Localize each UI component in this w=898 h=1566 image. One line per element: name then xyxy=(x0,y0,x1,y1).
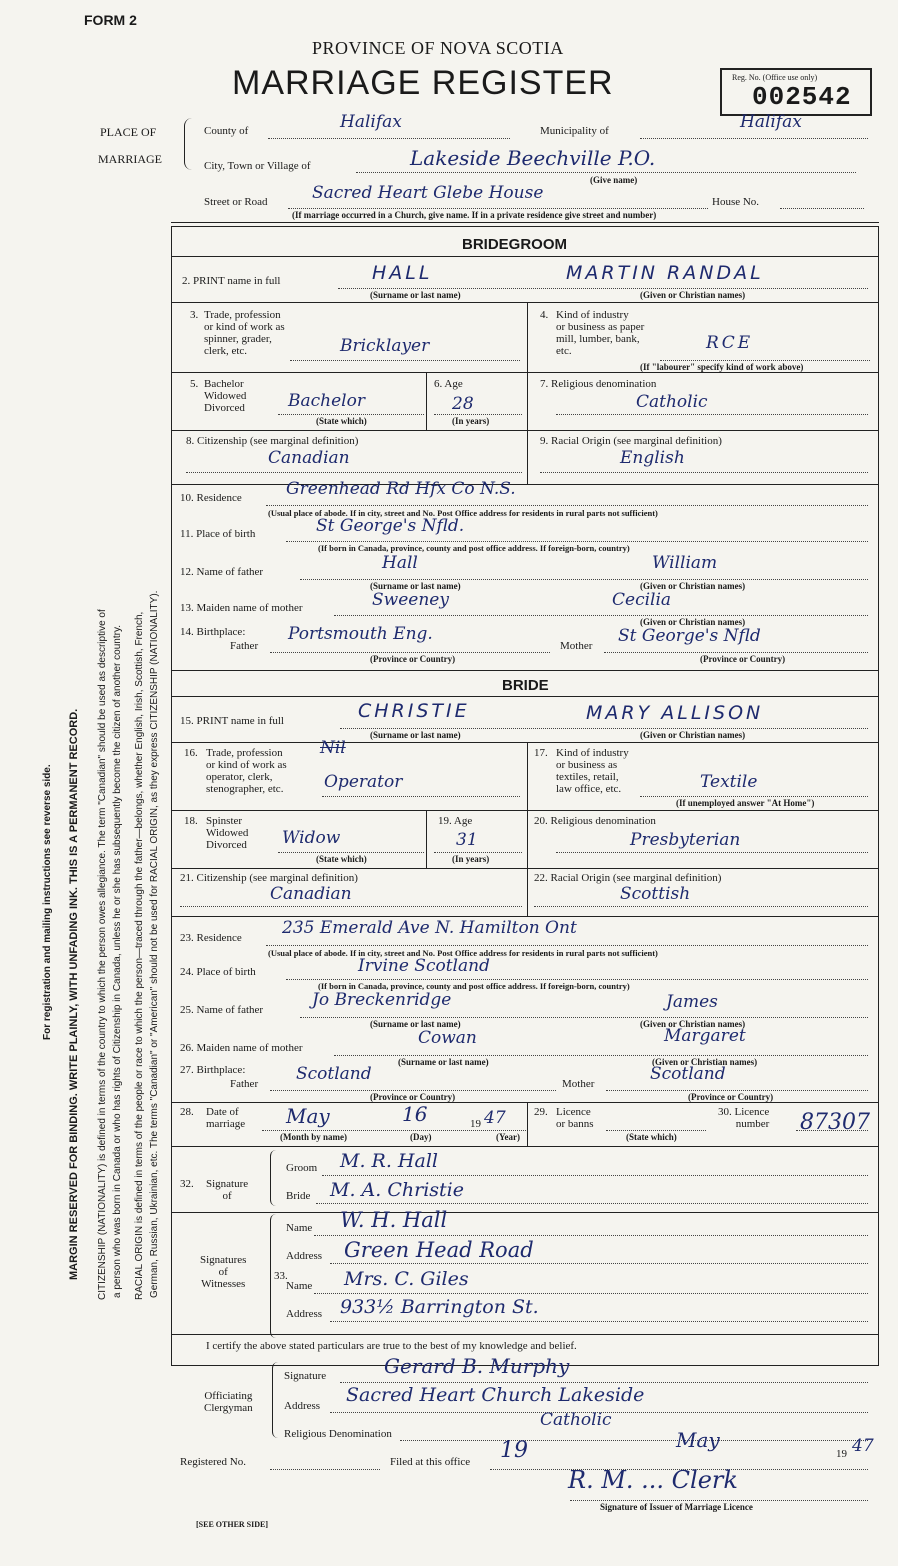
q33-number: 33. xyxy=(274,1270,288,1282)
q23-caption: (Usual place of abode. If in city, street and No. Post Office address for residents in rural parts not sufficient) xyxy=(268,948,658,958)
q18-label: Spinster Widowed Divorced xyxy=(206,815,249,851)
bride-industry: Textile xyxy=(700,772,758,792)
q27-father-label: Father xyxy=(230,1078,259,1090)
clergy-denomination-line xyxy=(400,1440,868,1441)
q13-label: 13. Maiden name of mother xyxy=(180,602,303,614)
q27-label: 27. Birthplace: xyxy=(180,1064,246,1076)
groom-industry: RCE xyxy=(706,333,754,353)
house-no-line xyxy=(780,208,864,209)
bride-religion: Presbyterian xyxy=(630,830,741,850)
q28-year-caption: (Year) xyxy=(496,1132,520,1142)
groom-residence: Greenhead Rd Hfx Co N.S. xyxy=(286,479,516,499)
municipality-line xyxy=(640,138,868,139)
rule xyxy=(171,430,878,431)
marriage-month: May xyxy=(286,1104,330,1128)
bride-trade-struck: Nil xyxy=(320,738,346,758)
q5-line xyxy=(278,414,424,415)
q5-number: 5. xyxy=(190,378,199,390)
rule xyxy=(171,670,878,671)
groom-signature: M. R. Hall xyxy=(340,1150,438,1172)
bride-sig-label: Bride xyxy=(286,1190,311,1202)
groom-mother-birthplace: St George's Nfld xyxy=(618,626,761,646)
groom-religion: Catholic xyxy=(636,392,708,412)
bride-status: Widow xyxy=(282,828,341,848)
city-value: Lakeside Beechville P.O. xyxy=(410,146,656,170)
q15-given-caption: (Given or Christian names) xyxy=(640,730,746,740)
clergy-address-label: Address xyxy=(284,1400,321,1412)
rule xyxy=(171,256,878,257)
q27-mother-line xyxy=(606,1090,868,1091)
col-divider xyxy=(527,302,528,430)
q26-label: 26. Maiden name of mother xyxy=(180,1042,303,1054)
reg-number-label: Reg. No. (Office use only) xyxy=(732,73,818,82)
groom-father-birthplace: Portsmouth Eng. xyxy=(288,624,433,644)
q28-month-caption: (Month by name) xyxy=(280,1132,347,1142)
bridegroom-heading: BRIDEGROOM xyxy=(462,236,567,253)
clergy-denomination-label: Religious Denomination xyxy=(284,1428,392,1440)
rule xyxy=(171,868,878,869)
bride-father-surname: Jo Breckenridge xyxy=(312,990,452,1010)
q14-father-line xyxy=(270,652,550,653)
municipality-value: Halifax xyxy=(740,112,802,132)
rule xyxy=(171,916,878,917)
q23-label: 23. Residence xyxy=(180,932,242,944)
q27-caption-mother: (Province or Country) xyxy=(688,1092,774,1102)
col-divider xyxy=(527,742,528,810)
reg-number-box xyxy=(720,68,872,116)
q17-number: 17. xyxy=(534,747,548,759)
q12-label: 12. Name of father xyxy=(180,566,264,578)
rule xyxy=(171,1334,878,1335)
q20-line xyxy=(556,852,868,853)
frame-top-rule xyxy=(171,222,879,223)
q28-number: 28. xyxy=(180,1106,194,1118)
w1-address-label: Address xyxy=(286,1250,323,1262)
q30-label: 30. Licence number xyxy=(718,1106,770,1130)
q19-label: 19. Age xyxy=(438,815,473,827)
q18-line xyxy=(278,852,424,853)
q14-father-label: Father xyxy=(230,640,259,652)
clergy-label: Officiating Clergyman xyxy=(204,1390,253,1414)
municipality-label: Municipality of xyxy=(540,125,609,137)
groom-racial: English xyxy=(620,448,685,468)
q16-label: Trade, profession or kind of work as operator, clerk, stenographer, etc. xyxy=(206,747,287,795)
groom-given: MARTIN RANDAL xyxy=(566,262,764,284)
q27-caption-father: (Province or Country) xyxy=(370,1092,456,1102)
house-no-label: House No. xyxy=(712,196,760,208)
margin-instruction-6: German, Russian, Ukrainian, etc. The terms "Canadian" or "American" should not be used for RACIAL ORIGIN, as they express CITIZENSHIP (NATIONALITY). xyxy=(149,590,160,1298)
q29-number: 29. xyxy=(534,1106,548,1118)
city-line xyxy=(356,172,856,173)
bride-signature: M. A. Christie xyxy=(330,1179,464,1201)
q7-line xyxy=(556,414,868,415)
rule xyxy=(171,484,878,485)
clergy-address: Sacred Heart Church Lakeside xyxy=(346,1384,645,1406)
street-line xyxy=(288,208,708,209)
bride-sig-line xyxy=(316,1203,868,1204)
q29-line xyxy=(606,1130,706,1131)
w1-address-line xyxy=(330,1263,868,1264)
registered-label: Registered No. xyxy=(180,1456,246,1468)
q8-line xyxy=(186,472,522,473)
groom-father-surname: Hall xyxy=(382,553,418,573)
q14-caption-mother: (Province or Country) xyxy=(700,654,786,664)
bride-father-given: James xyxy=(666,992,718,1012)
clergy-brace xyxy=(272,1362,279,1438)
margin-instruction-3: CITIZENSHIP (NATIONALITY) is defined in terms of the country to which the person owes allegiance. The term "Canadian" should be used as descriptive of xyxy=(97,609,108,1300)
filed-year-prefix: 19 xyxy=(836,1448,847,1460)
margin-instruction-2: MARGIN RESERVED FOR BINDING. WRITE PLAINLY, WITH UNFADING INK. THIS IS A PERMANENT RECORD. xyxy=(68,708,80,1280)
reg-number: 002542 xyxy=(752,82,852,112)
q32-label: Signature of xyxy=(206,1178,249,1202)
q6-caption: (In years) xyxy=(452,416,490,426)
col-divider xyxy=(527,868,528,916)
q3-label: Trade, profession or kind of work as spinner, grader, clerk, etc. xyxy=(204,309,285,357)
rule xyxy=(171,372,878,373)
licence-number: 87307 xyxy=(800,1110,870,1135)
q10-caption: (Usual place of abode. If in city, street and No. Post Office address for residents in rural parts not sufficient) xyxy=(268,508,658,518)
bride-trade: Operator xyxy=(324,772,403,792)
rule xyxy=(171,696,878,697)
rule xyxy=(171,302,878,303)
q4-line xyxy=(660,360,870,361)
q10-line xyxy=(266,505,868,506)
marriage-day: 16 xyxy=(402,1102,428,1126)
rule xyxy=(171,1102,878,1103)
q11-label: 11. Place of birth xyxy=(180,528,256,540)
q26-caption-surname: (Surname or last name) xyxy=(398,1057,489,1067)
q13-line xyxy=(334,615,868,616)
rule xyxy=(171,1146,878,1147)
q16-line xyxy=(322,796,520,797)
w2-name-label: Name xyxy=(286,1280,313,1292)
q25-caption-surname: (Surname or last name) xyxy=(370,1019,461,1029)
place-of-label: PLACE OF xyxy=(100,125,157,139)
q6-line xyxy=(434,414,522,415)
groom-mother-surname: Sweeney xyxy=(372,590,449,610)
margin-instruction-5: RACIAL ORIGIN is defined in terms of the people or race to which the person—traced through the father—belongs, whether English, Irish, Scottish, French, xyxy=(134,611,145,1300)
margin-instruction-4: a person who was born in Canada or who has rights of Citizenship in Canada, unless he or she has subsequently become the citizen of another country. xyxy=(112,625,123,1298)
q9-line xyxy=(540,472,868,473)
q4-number: 4. xyxy=(540,309,549,321)
q24-caption: (If born in Canada, province, county and post office address. If foreign-born, country) xyxy=(318,981,630,991)
q15-line xyxy=(340,728,868,729)
bride-given: MARY ALLISON xyxy=(586,702,764,724)
q32-number: 32. xyxy=(180,1178,194,1190)
q18-number: 18. xyxy=(184,815,198,827)
q17-caption: (If unemployed answer "At Home") xyxy=(676,798,815,808)
clergy-signature: Gerard B. Murphy xyxy=(384,1354,570,1378)
q6-label: 6. Age xyxy=(434,378,463,390)
w2-name-line xyxy=(314,1293,868,1294)
bride-birthplace: Irvine Scotland xyxy=(358,956,490,976)
q2-label: 2. PRINT name in full xyxy=(182,275,281,287)
marriage-label: MARRIAGE xyxy=(98,152,163,166)
county-label: County of xyxy=(204,125,249,137)
witness-brace xyxy=(270,1214,277,1338)
w1-name-label: Name xyxy=(286,1222,313,1234)
q24-line xyxy=(286,979,868,980)
q27-father-line xyxy=(270,1090,556,1091)
w2-address-label: Address xyxy=(286,1308,323,1320)
q14-caption-father: (Province or Country) xyxy=(370,654,456,664)
issuer-signature: R. M. ... Clerk xyxy=(568,1466,738,1494)
street-value: Sacred Heart Glebe House xyxy=(312,183,544,203)
q11-line xyxy=(286,541,868,542)
q2-given-caption: (Given or Christian names) xyxy=(640,290,746,300)
street-label: Street or Road xyxy=(204,196,268,208)
q15-surname-caption: (Surname or last name) xyxy=(370,730,461,740)
q17-label: Kind of industry or business as textiles, retail, law office, etc. xyxy=(556,747,629,795)
groom-age: 28 xyxy=(452,394,474,414)
filed-label: Filed at this office xyxy=(390,1456,471,1468)
col-divider xyxy=(527,430,528,484)
county-line xyxy=(268,138,510,139)
col-divider xyxy=(426,372,427,430)
place-brace xyxy=(184,118,193,170)
q8-label: 8. Citizenship (see marginal definition) xyxy=(186,435,359,447)
col-divider xyxy=(527,1102,528,1146)
bride-surname: CHRISTIE xyxy=(358,700,470,722)
bride-racial: Scottish xyxy=(620,884,691,904)
q26-caption-given: (Given or Christian names) xyxy=(652,1057,758,1067)
w1-name-line xyxy=(314,1235,868,1236)
rule xyxy=(171,810,878,811)
filed-day: 19 xyxy=(500,1438,528,1463)
q7-label: 7. Religious denomination xyxy=(540,378,657,390)
q14-mother-line xyxy=(604,652,868,653)
q24-label: 24. Place of birth xyxy=(180,966,256,978)
clergy-signature-line xyxy=(340,1382,868,1383)
bride-mother-birthplace: Scotland xyxy=(650,1064,726,1084)
q28-day-caption: (Day) xyxy=(410,1132,432,1142)
filed-month: May xyxy=(676,1428,720,1452)
province-title: PROVINCE OF NOVA SCOTIA xyxy=(312,38,564,58)
witness1-address: Green Head Road xyxy=(344,1238,534,1262)
q25-line xyxy=(300,1017,868,1018)
county-value: Halifax xyxy=(340,112,402,132)
marriage-year: 47 xyxy=(484,1108,506,1128)
q4-caption: (If "labourer" specify kind of work above) xyxy=(640,362,804,372)
form-number: FORM 2 xyxy=(84,12,137,28)
clergy-denomination: Catholic xyxy=(540,1410,612,1430)
q14-mother-label: Mother xyxy=(560,640,593,652)
q4-label: Kind of industry or business as paper mill, lumber, bank, etc. xyxy=(556,309,645,357)
certify-text: I certify the above stated particulars are true to the best of my knowledge and belief. xyxy=(206,1340,577,1352)
q13-caption: (Given or Christian names) xyxy=(640,617,746,627)
issuer-caption: Signature of Issuer of Marriage Licence xyxy=(600,1502,753,1512)
q2-surname-caption: (Surname or last name) xyxy=(370,290,461,300)
q20-label: 20. Religious denomination xyxy=(534,815,656,827)
w2-address-line xyxy=(330,1321,868,1322)
issuer-line xyxy=(570,1500,868,1501)
groom-father-given: William xyxy=(652,553,718,573)
filed-year: 47 xyxy=(852,1436,874,1456)
q26-line xyxy=(334,1055,868,1056)
bride-mother-surname: Cowan xyxy=(418,1028,477,1048)
q10-label: 10. Residence xyxy=(180,492,242,504)
q12-caption-given: (Given or Christian names) xyxy=(640,581,746,591)
bride-residence: 235 Emerald Ave N. Hamilton Ont xyxy=(282,918,577,938)
witness2-name: Mrs. C. Giles xyxy=(344,1268,469,1290)
q22-label: 22. Racial Origin (see marginal definition) xyxy=(534,872,722,884)
q28-line xyxy=(262,1130,526,1131)
q18-caption: (State which) xyxy=(316,854,367,864)
place-note: (If marriage occurred in a Church, give name. If in a private residence give street and number) xyxy=(292,210,657,220)
q28-label: Date of marriage xyxy=(206,1106,246,1130)
groom-mother-given: Cecilia xyxy=(612,590,672,610)
groom-sig-line xyxy=(322,1175,868,1176)
groom-surname: HALL xyxy=(372,262,433,284)
marriage-year-prefix: 19 xyxy=(470,1118,481,1130)
bride-heading: BRIDE xyxy=(502,677,549,694)
groom-trade: Bricklayer xyxy=(340,336,430,356)
q29-label: Licence or banns xyxy=(556,1106,594,1130)
clergy-signature-label: Signature xyxy=(284,1370,327,1382)
page-title: MARRIAGE REGISTER xyxy=(232,64,614,102)
q23-line xyxy=(266,945,868,946)
groom-birthplace: St George's Nfld. xyxy=(316,516,465,536)
bride-mother-given: Margaret xyxy=(664,1026,746,1046)
groom-sig-label: Groom xyxy=(286,1162,318,1174)
col-divider xyxy=(426,810,427,868)
q25-label: 25. Name of father xyxy=(180,1004,264,1016)
q33-label: Signatures of Witnesses xyxy=(200,1254,247,1290)
city-label: City, Town or Village of xyxy=(204,160,311,172)
q16-number: 16. xyxy=(184,747,198,759)
q12-line xyxy=(300,579,868,580)
q19-caption: (In years) xyxy=(452,854,490,864)
bride-citizenship: Canadian xyxy=(270,884,352,904)
groom-citizenship: Canadian xyxy=(268,448,350,468)
q21-line xyxy=(180,906,522,907)
q15-label: 15. PRINT name in full xyxy=(180,715,284,727)
bride-age: 31 xyxy=(456,830,478,850)
q22-line xyxy=(534,906,868,907)
sig-brace xyxy=(270,1150,277,1206)
q5-caption: (State which) xyxy=(316,416,367,426)
q14-label: 14. Birthplace: xyxy=(180,626,246,638)
bride-father-birthplace: Scotland xyxy=(296,1064,372,1084)
q27-mother-label: Mother xyxy=(562,1078,595,1090)
rule xyxy=(171,742,878,743)
q3-number: 3. xyxy=(190,309,199,321)
margin-instruction-1: For registration and mailing instructions see reverse side. xyxy=(42,764,53,1040)
q9-label: 9. Racial Origin (see marginal definition) xyxy=(540,435,722,447)
q29-caption: (State which) xyxy=(626,1132,677,1142)
q17-line xyxy=(640,796,868,797)
groom-status: Bachelor xyxy=(288,391,365,411)
q25-caption-given: (Given or Christian names) xyxy=(640,1019,746,1029)
give-name-caption: (Give name) xyxy=(590,175,638,185)
q2-line xyxy=(338,288,868,289)
q11-caption: (If born in Canada, province, county and post office address. If foreign-born, country) xyxy=(318,543,630,553)
registered-line xyxy=(270,1469,380,1470)
see-other-side: [SEE OTHER SIDE] xyxy=(196,1520,269,1529)
witness2-address: 933½ Barrington St. xyxy=(340,1296,539,1318)
rule xyxy=(171,1212,878,1213)
witness1-name: W. H. Hall xyxy=(340,1208,448,1232)
col-divider xyxy=(527,810,528,868)
q5-label: Bachelor Widowed Divorced xyxy=(204,378,247,414)
q3-line xyxy=(290,360,520,361)
q19-line xyxy=(434,852,522,853)
q21-label: 21. Citizenship (see marginal definition) xyxy=(180,872,358,884)
q12-caption-surname: (Surname or last name) xyxy=(370,581,461,591)
